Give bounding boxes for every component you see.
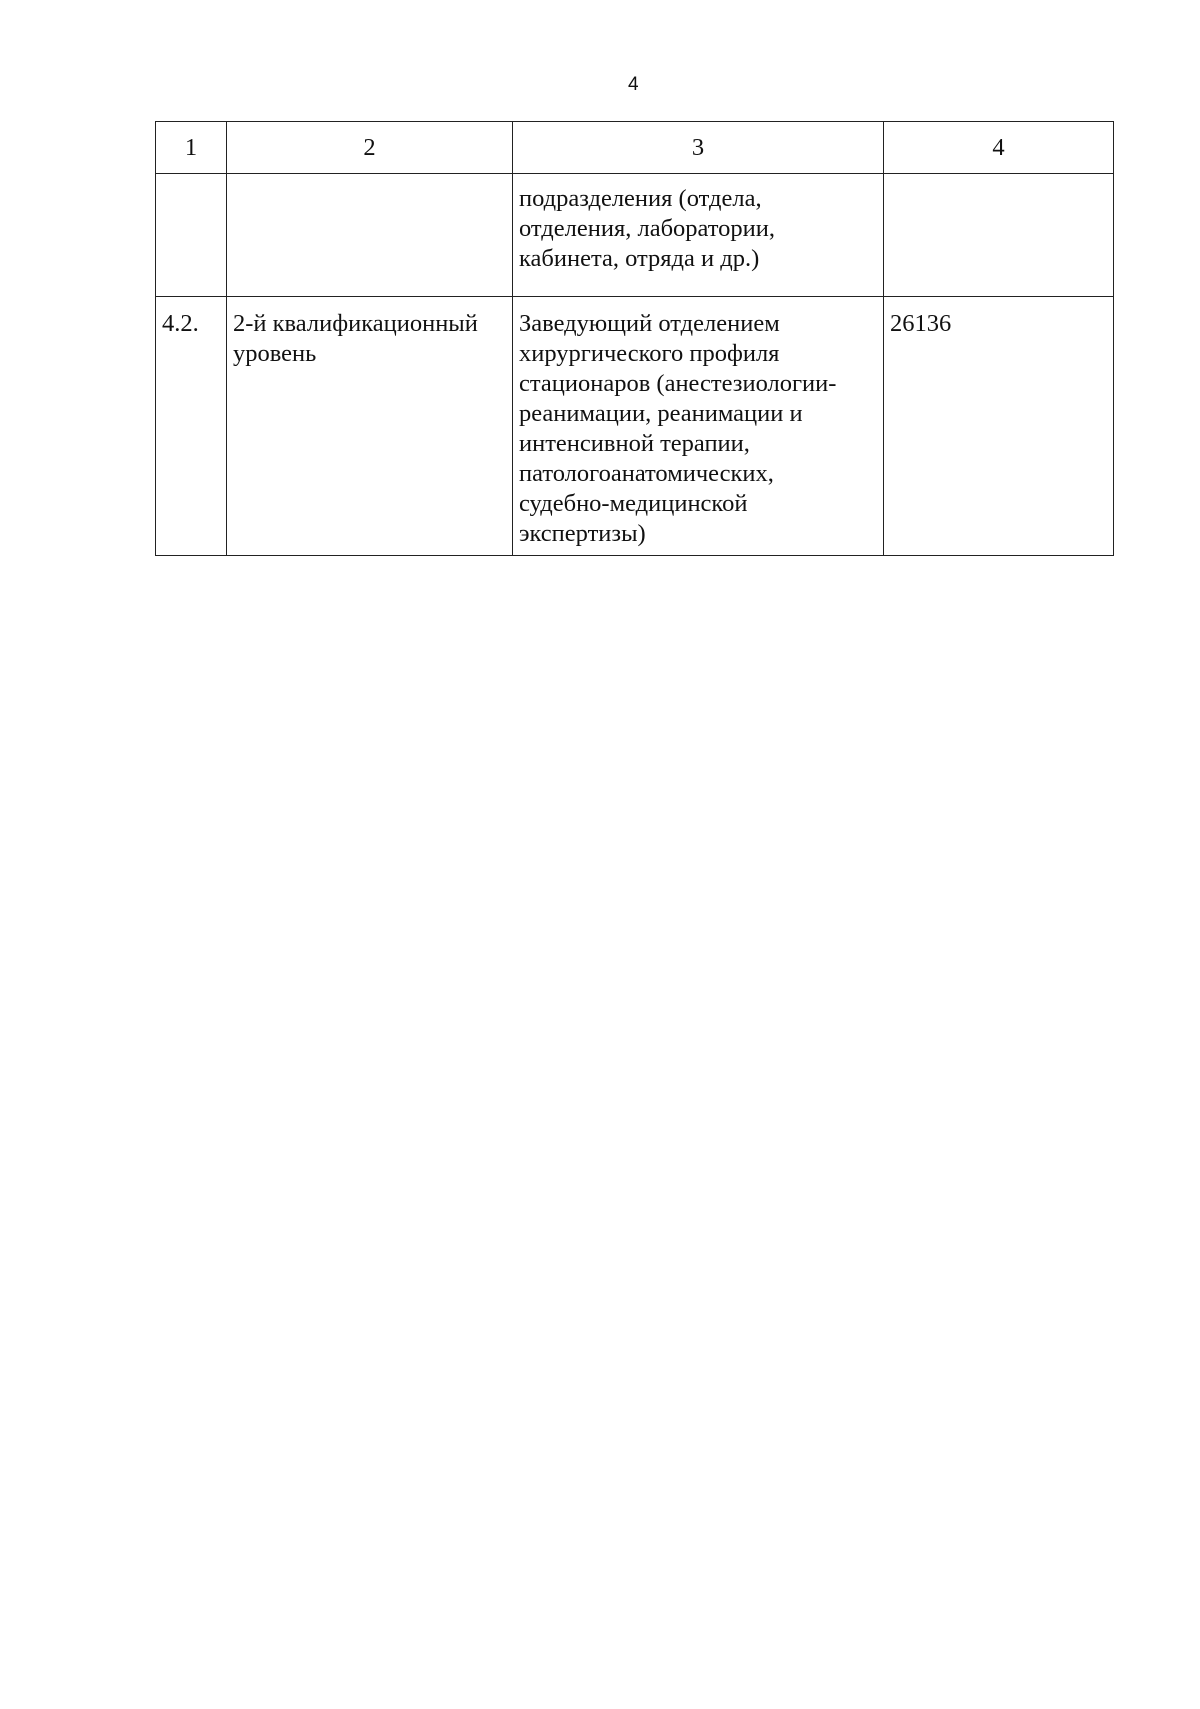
header-cell-3: 3: [513, 122, 884, 174]
header-cell-1: 1: [156, 122, 227, 174]
page-number: 4: [628, 74, 639, 95]
table-row: [156, 174, 1114, 297]
table-row: [156, 297, 1114, 556]
cell-salary: [884, 174, 1114, 297]
cell-num: [156, 297, 227, 556]
salary-table: [155, 121, 1114, 556]
cell-num: [156, 174, 227, 297]
cell-position: [513, 174, 884, 297]
table-header-row: [156, 122, 1114, 174]
cell-num-text: 4.2.: [162, 310, 199, 337]
cell-position: [513, 297, 884, 556]
cell-salary-text: 26136: [890, 310, 952, 337]
cell-position-text: Заведующий отделением хирургического профиля стационаров (анестезиологии- реанимации, реанимации и интенсивной терапии, патологоанатомических, судебно-медицинской экспертизы): [519, 310, 837, 547]
cell-level-text: 2-й квалификационный уровень: [233, 310, 478, 367]
cell-level: [227, 174, 513, 297]
cell-level: [227, 297, 513, 556]
header-cell-2: 2: [227, 122, 513, 174]
cell-salary: [884, 297, 1114, 556]
header-cell-4: 4: [884, 122, 1114, 174]
cell-position-text: подразделения (отдела, отделения, лаборатории, кабинета, отряда и др.): [519, 185, 776, 272]
